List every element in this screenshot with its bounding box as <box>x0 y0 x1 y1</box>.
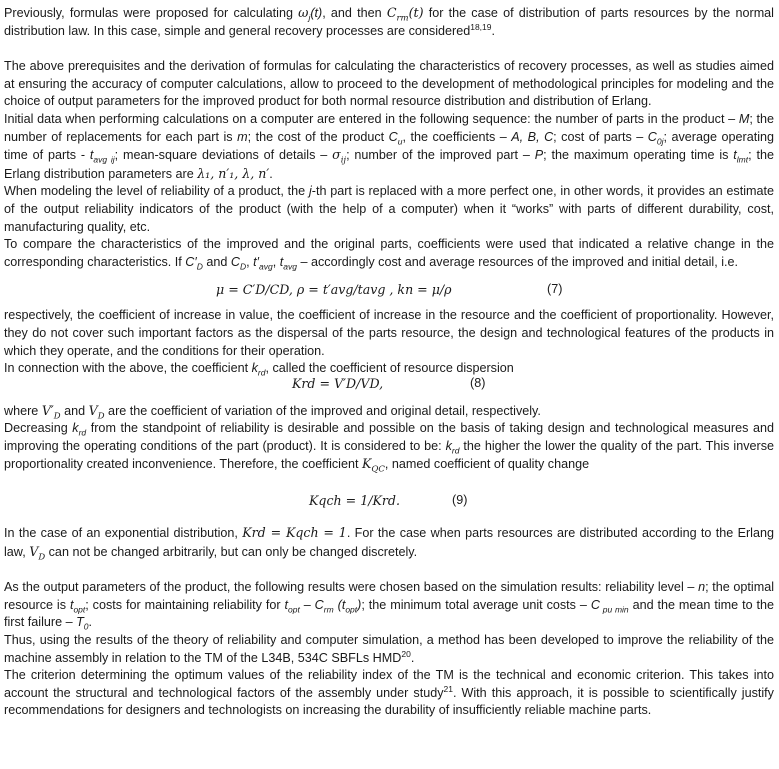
paragraph-exponential: In the case of an exponential distribution, Krd = Kqch = 1. For the case when parts resources are distributed according to the Erlang law, $V_D$ can not be changed arbitrarily, but can only be changed discretely. <box>4 525 774 563</box>
paragraph-decreasing-krd: Decreasing $k_{rd}$ from the standpoint of reliability is desirable and possible on the basis of taking design and technological measures and improving the operating conditions of the part (product). It is considered to be: $k_{rd}$ the higher the lower the quality of the part. This inverse proportionality created inconvenience. Therefore, the coefficient $K_{QC}$, named coefficient of quality change <box>4 421 774 475</box>
equation-9-formula: Kqch = 1/Krd. <box>309 493 400 509</box>
paragraph-method: Thus, using the results of the theory of reliability and computer simulation, a method has been developed to improve the reliability of the machine assembly in relation to the TM of the L34B, 534C SBFLs HMD$^{20}$. <box>4 633 774 665</box>
equation-9-number: (9) <box>452 493 468 508</box>
equation-8 <box>4 374 774 402</box>
equation-8-formula: Krd = V′D/VD, <box>292 375 384 391</box>
paragraph-recovery-formulas: Previously, formulas were proposed for calculating $\omega_j(t)$, and then $C_{rm}(t)$ for the case of distribution of parts resources by the normal distribution law. In this case, simple and general recovery processes are considered$^{18,19}$. <box>4 5 774 38</box>
paragraph-compare: To compare the characteristics of the improved and the original parts, coefficients were used that indicated a relative change in the corresponding characteristics. If $C'_D$ and $C_D$, $t'_{avg}$, $t_{avg}$ – accordingly cost and average resources of the improved and initial detail, i.e. <box>4 237 774 272</box>
paragraph-initial-data: Initial data when performing calculations on a computer are entered in the following sequence: the number of parts in the product – M; the number of replacements for each part is m; the cost of the product $C_u$, the coefficients – A, B, C; cost of parts – $C_{0j}$; average operating time of parts - $t_{avg ij}$; mean-square deviations of details – $\sigma_{ij}$; number of the improved part – P; the maximum operating time is $t_{lmt}$; the Erlang distribution parameters are λ₁, n′₁, λ, n′. <box>4 111 775 181</box>
equation-7-formula: μ = C′D/CD, ρ = t′avg/tavg , kn = μ/ρ <box>216 282 452 298</box>
citation-20: 20 <box>401 648 411 659</box>
paragraph-criterion: The criterion determining the optimum values of the reliability index of the TM is the technical and economic criterion. This takes into account the structural and technological factors of the assembly under study$^{21}$. With this approach, it is possible to scientifically justify recommendations for designers and technologists on increasing the durability of insufficiently reliable machine parts. <box>4 668 774 718</box>
paragraph-modeling: When modeling the level of reliability of a product, the j-th part is replaced with a more perfect one, in other words, it provides an estimate of the output reliability indicators of the product (with the help of a computer) when it “works” with parts of different durability, cost, manufacturing quality, etc. <box>4 184 775 234</box>
equation-9 <box>4 474 774 524</box>
paragraph-output-parameters: As the output parameters of the product, the following results were chosen based on the simulation results: reliability level – n; the optimal resource is $t_{opt}$; costs for maintaining reliability for $t_{opt} - C_{rm}$ $(t_{opt})$; the minimum total average unit costs – C $_{pu min}$ and the mean time to the first failure – $T_0$. <box>4 580 775 632</box>
paragraph-krd-intro: In connection with the above, the coefficient $k_{rd}$, called the coefficient of resource dispersion <box>4 361 514 378</box>
citation-21: 21 <box>443 683 453 694</box>
citation-18-19: 18,19 <box>470 21 492 32</box>
equation-7-number: (7) <box>547 282 563 297</box>
paragraph-coefficients: respectively, the coefficient of increase in value, the coefficient of increase in the resource and the coefficient of proportionality. However, they do not cover such important factors as the dispersal of the parts resource, the design and technological features of the products in which they operate, and the conditions for their operation. <box>4 308 774 358</box>
paragraph-variation: where $V'_D$ and $V_D$ are the coefficient of variation of the improved and original detail, respectively. <box>4 402 541 422</box>
paragraph-prerequisites: The above prerequisites and the derivation of formulas for calculating the characteristics of recovery processes, as well as studies aimed at ensuring the accuracy of computer calculations, allow to proceed to the development of methodological principles for modeling and the choice of output parameters for the improved product for both normal resource distribution and distribution of Erlang. <box>4 59 774 109</box>
equation-8-number: (8) <box>470 375 486 390</box>
equation-7 <box>4 271 774 307</box>
